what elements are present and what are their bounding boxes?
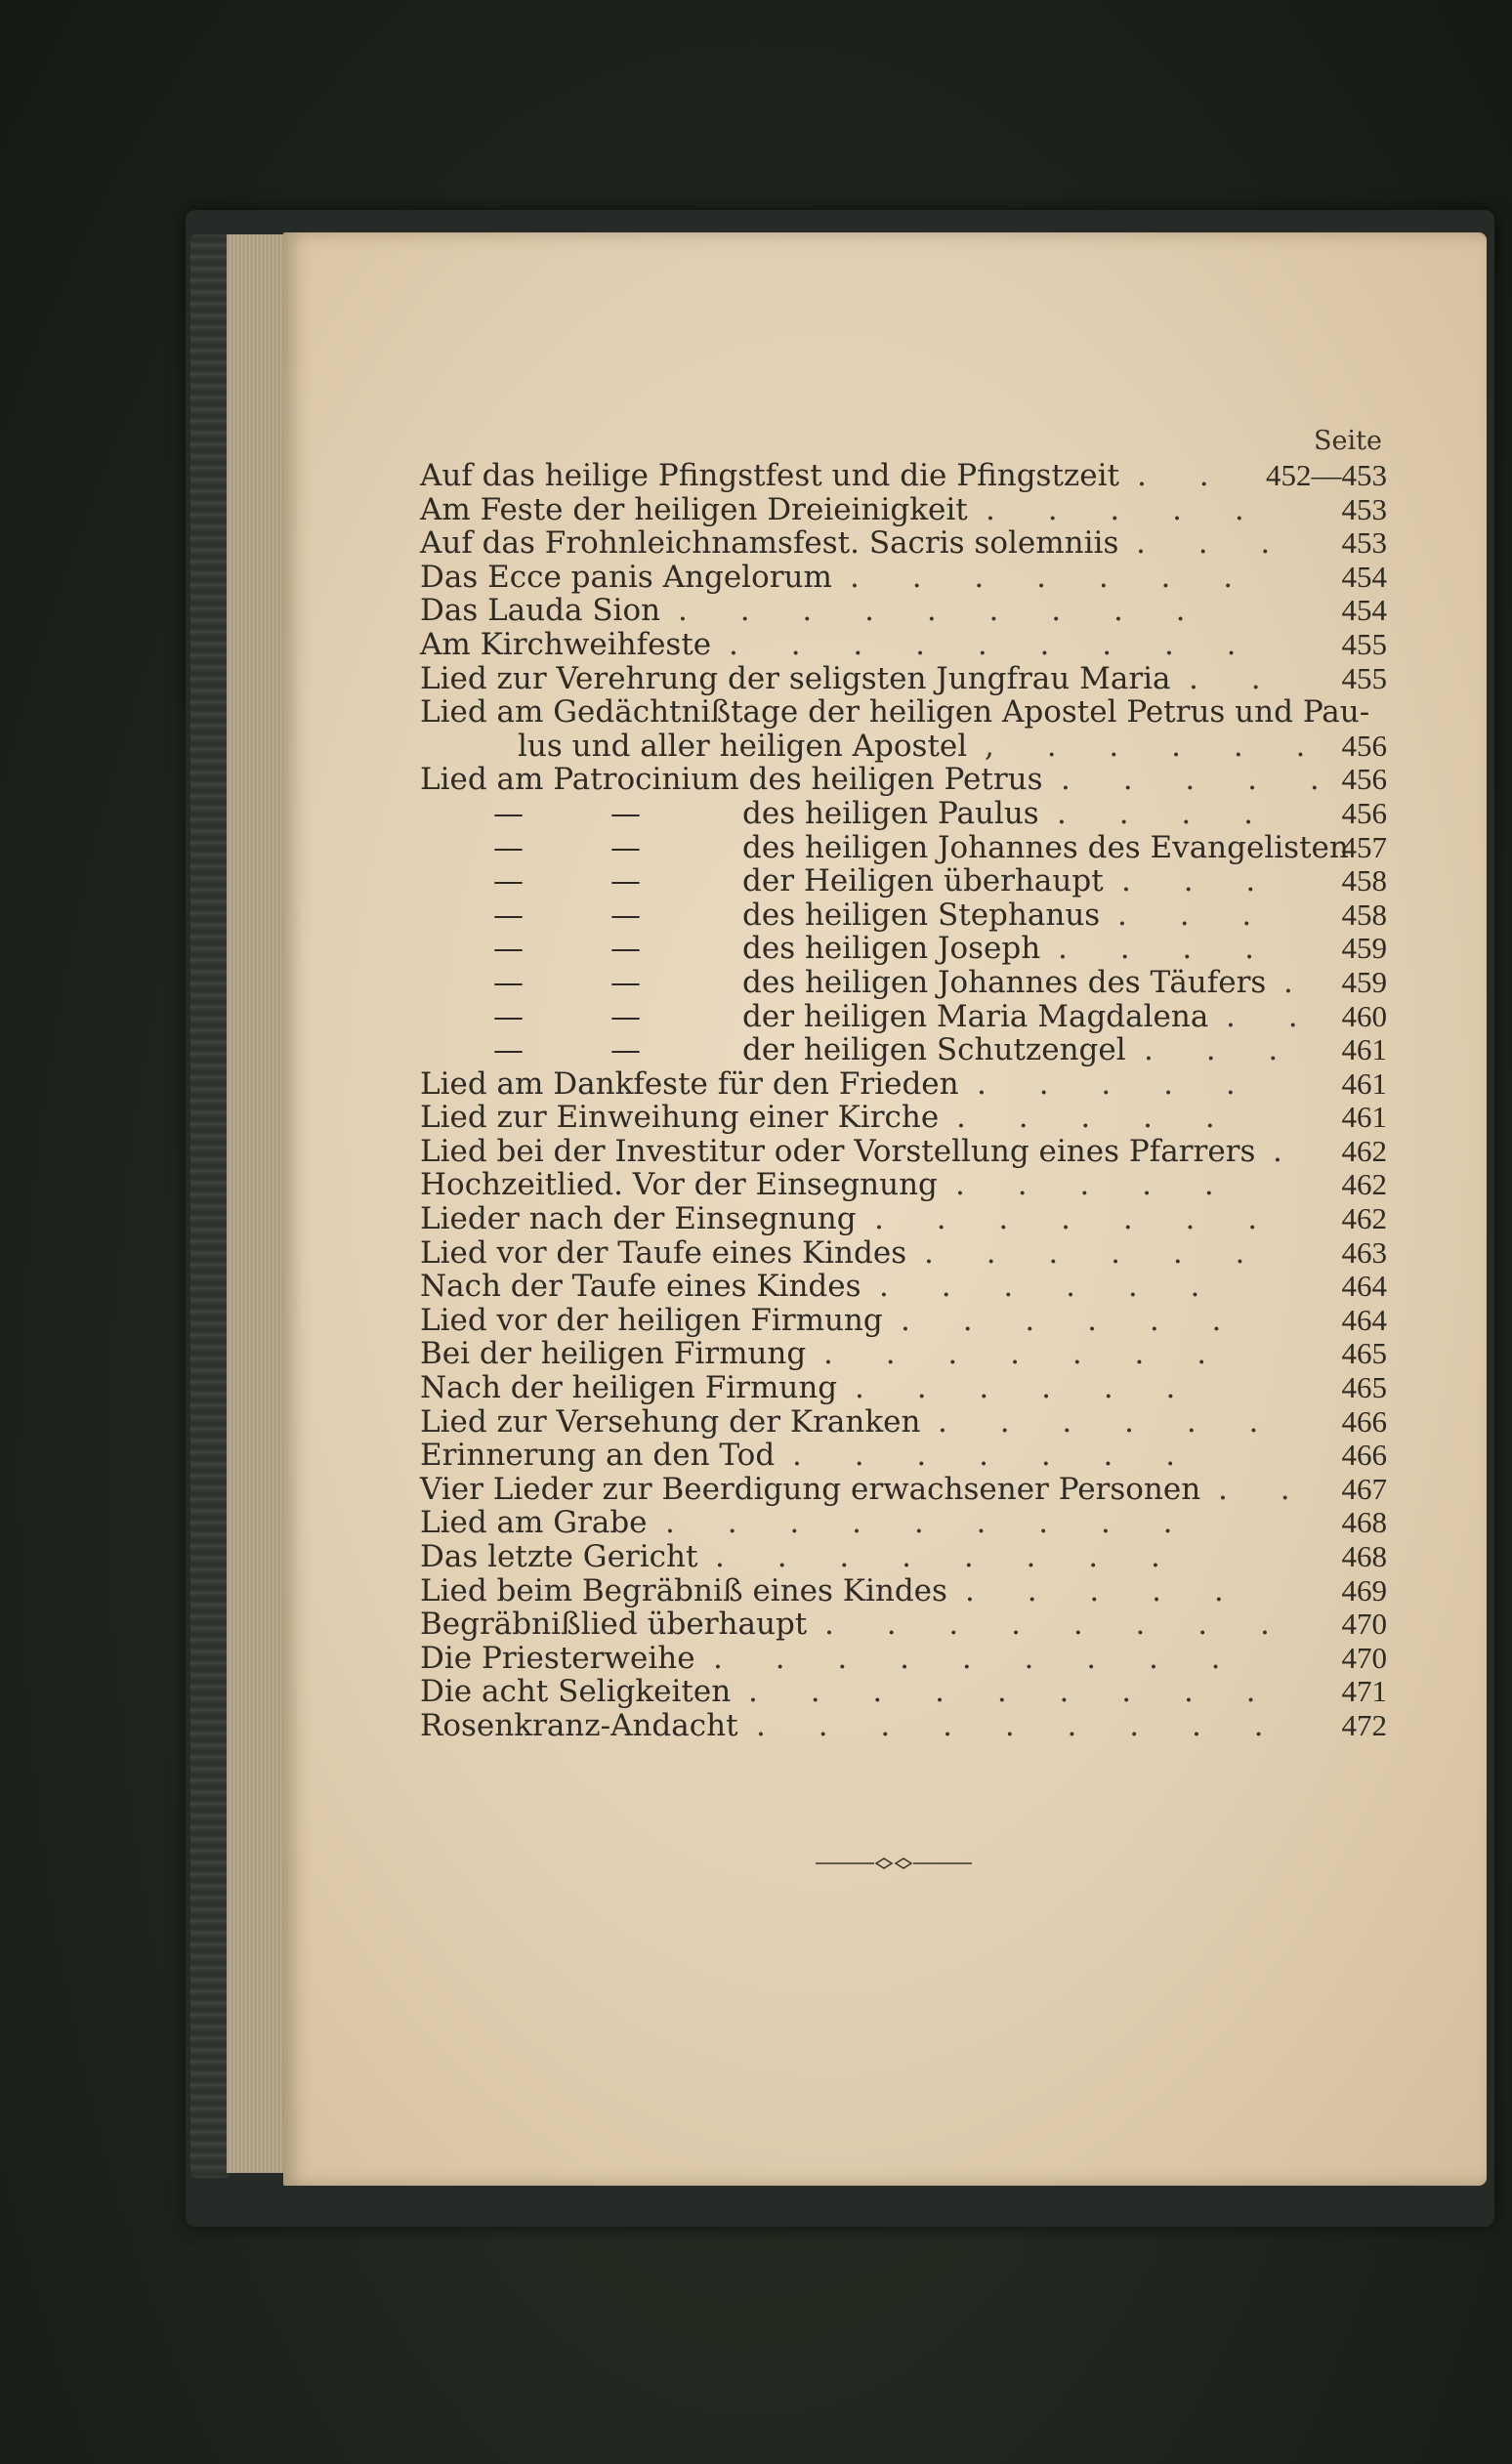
toc-row <box>420 1000 1387 1034</box>
leader-dots: . . . <box>1121 863 1278 899</box>
toc-row <box>420 459 1387 493</box>
toc-entry-title: Lied zur Verehrung der seligsten Jungfrau Maria <box>420 660 1171 696</box>
toc-page-number: 454 <box>1341 559 1387 594</box>
toc-entry-title: des heiligen Stephanus <box>742 897 1101 933</box>
toc-row <box>420 628 1387 662</box>
toc-entry-title: Vier Lieder zur Beerdigung erwachsener Personen <box>420 1471 1201 1507</box>
toc-entry-title: des heiligen Johannes des Evangelisten <box>742 829 1349 865</box>
toc-row <box>420 1608 1387 1642</box>
toc-row <box>420 1506 1387 1540</box>
toc-page-number: 462 <box>1341 1201 1387 1236</box>
column-header-seite: Seite <box>1314 426 1382 456</box>
toc-entry-title: des heiligen Joseph <box>742 931 1041 967</box>
toc-entry-title: Hochzeitlied. Vor der Einsegnung <box>420 1167 938 1203</box>
leader-dots: . . . . . . <box>938 1403 1281 1440</box>
toc-entry-title: Begräbnißlied überhaupt <box>420 1607 808 1643</box>
toc-row <box>420 898 1387 933</box>
toc-entry-title: Lied am Patrocinium des heiligen Petrus <box>420 762 1043 798</box>
toc-page-number: 461 <box>1341 1032 1387 1067</box>
toc-row <box>420 1202 1387 1236</box>
leader-dots: . . . . . . . <box>850 559 1255 595</box>
toc-entry-title: Lied am Grabe <box>420 1505 648 1541</box>
ditto-dash: — <box>610 1032 641 1068</box>
toc-page-number: 465 <box>1341 1370 1387 1405</box>
toc-row <box>420 1540 1387 1574</box>
toc-entry-title: Die acht Seligkeiten <box>420 1674 732 1710</box>
ditto-dash: — <box>493 1032 524 1068</box>
toc-row <box>420 1135 1387 1169</box>
toc-page-number: 468 <box>1341 1505 1387 1540</box>
toc-entry-title: Rosenkranz-Andacht <box>420 1707 738 1743</box>
toc-row <box>420 1101 1387 1135</box>
toc-row <box>420 594 1387 628</box>
toc-entry-title: Bei der heiligen Firmung <box>420 1336 807 1372</box>
leader-dots: . . . . . . . . <box>715 1539 1182 1574</box>
leader-dots: . . . . . . . . . <box>678 593 1207 629</box>
ditto-dash: — <box>610 964 641 1000</box>
page-stack-edge <box>227 234 285 2173</box>
toc-page-number: 458 <box>1341 897 1387 932</box>
leader-dots: . . . . . . . . . <box>748 1674 1278 1710</box>
ditto-dash: — <box>493 931 524 967</box>
toc-page-number: 469 <box>1341 1572 1387 1608</box>
ditto-dash: — <box>493 863 524 899</box>
toc-row <box>420 763 1387 797</box>
toc-row <box>420 1371 1387 1405</box>
toc-row <box>420 1439 1387 1473</box>
toc-entry-title: Am Feste der heiligen Dreieinigkeit <box>420 491 968 527</box>
toc-page-number: 462 <box>1341 1133 1387 1168</box>
toc-page-number: 456 <box>1341 762 1387 797</box>
toc-row <box>420 1304 1387 1338</box>
book-spine-edge <box>190 234 230 2178</box>
leader-dots: . . <box>1137 458 1231 493</box>
toc-page-number: 458 <box>1341 863 1387 898</box>
toc-page-number: 467 <box>1341 1471 1387 1506</box>
toc-page-number: 453 <box>1341 491 1387 526</box>
toc-row <box>420 695 1387 730</box>
toc-entry-title: Die Priesterweihe <box>420 1640 695 1676</box>
toc-entry-title: Erinnerung an den Tod <box>420 1438 776 1474</box>
leader-dots: . . . . . <box>965 1572 1245 1608</box>
toc-row <box>420 662 1387 696</box>
toc-page-number: 466 <box>1341 1438 1387 1473</box>
leader-dots: . . . . . <box>955 1167 1236 1203</box>
toc-page-number: 456 <box>1341 795 1387 830</box>
toc-page-number: 457 <box>1341 829 1387 864</box>
toc-row <box>420 493 1387 527</box>
toc-row <box>420 1236 1387 1271</box>
ditto-dash: — <box>610 829 641 865</box>
toc-row <box>420 1168 1387 1202</box>
leader-dots: . . . . . <box>977 1065 1257 1102</box>
toc-page-number: 472 <box>1341 1707 1387 1742</box>
toc-page-number: 455 <box>1341 626 1387 661</box>
toc-entry-title: Am Kirchweihfeste <box>420 626 712 662</box>
ditto-dash: — <box>610 897 641 933</box>
toc-page-number: 452—453 <box>1266 458 1387 492</box>
toc-page-number: 459 <box>1341 964 1387 999</box>
toc-page-number: 461 <box>1341 1065 1387 1101</box>
toc-row <box>420 526 1387 561</box>
toc-row <box>420 561 1387 595</box>
leader-dots: . . . . . . <box>855 1370 1197 1406</box>
leader-dots: . . <box>1189 660 1282 696</box>
toc-page-number: 460 <box>1341 998 1387 1033</box>
leader-dots: . . <box>1218 1471 1312 1507</box>
ditto-dash: — <box>610 863 641 899</box>
toc-row <box>420 831 1387 865</box>
toc-page-number: 468 <box>1341 1539 1387 1573</box>
toc-entry-title: Lied bei der Investitur oder Vorstellung eines Pfarrers <box>420 1133 1256 1169</box>
toc-row <box>420 1405 1387 1440</box>
toc-row <box>420 864 1387 898</box>
leader-dots: . . <box>1226 998 1320 1034</box>
toc-row <box>420 932 1387 966</box>
toc-page-number: 461 <box>1341 1100 1387 1135</box>
toc-page-number: 459 <box>1341 931 1387 966</box>
leader-dots: . . . . . . . . . <box>665 1505 1195 1541</box>
toc-page-number: 470 <box>1341 1607 1387 1642</box>
leader-dots: . . . . . . . <box>792 1438 1197 1474</box>
toc-entry-title: Auf das heilige Pfingstfest und die Pfingstzeit <box>420 458 1119 493</box>
toc-entry-title: Nach der heiligen Firmung <box>420 1370 838 1406</box>
toc-page-number: 464 <box>1341 1302 1387 1337</box>
toc-entry-title: Lied am Gedächtnißtage der heiligen Apostel Petrus und Pau- <box>420 694 1370 731</box>
toc-page-number: 456 <box>1341 728 1387 763</box>
toc-entry-title: der heiligen Maria Magdalena <box>742 998 1209 1034</box>
ditto-dash: — <box>493 998 524 1034</box>
leader-dots: . . . . <box>1057 795 1275 831</box>
toc-row <box>420 1033 1387 1067</box>
toc-entry-title: Das Ecce panis Angelorum <box>420 559 832 595</box>
toc-row <box>420 730 1387 764</box>
toc-page-number: 466 <box>1341 1403 1387 1439</box>
toc-row <box>420 797 1387 831</box>
table-of-contents <box>420 459 1387 1743</box>
leader-dots: . . . <box>1117 897 1274 933</box>
toc-entry-title: Lieder nach der Einsegnung <box>420 1201 857 1237</box>
toc-entry-title: des heiligen Paulus <box>742 795 1039 831</box>
toc-page-number: 471 <box>1341 1674 1387 1709</box>
leader-dots: . . . . . . . . . <box>713 1640 1242 1676</box>
leader-dots: . . . <box>1136 525 1292 562</box>
toc-entry-title: der heiligen Schutzengel <box>742 1032 1126 1068</box>
toc-page-number: 454 <box>1341 593 1387 628</box>
leader-dots: . . . . . . . <box>823 1336 1229 1372</box>
toc-entry-title: des heiligen Johannes des Täufers <box>742 964 1267 1000</box>
toc-entry-title: Lied beim Begräbniß eines Kindes <box>420 1572 947 1608</box>
ditto-dash: — <box>610 931 641 967</box>
toc-entry-title: Nach der Taufe eines Kindes <box>420 1269 861 1305</box>
toc-row <box>420 1574 1387 1608</box>
leader-dots: . . . . <box>1058 931 1276 967</box>
toc-row <box>420 1337 1387 1371</box>
leader-dots: . . . . . . . <box>874 1201 1280 1237</box>
toc-row <box>420 1709 1387 1743</box>
toc-entry-title: Lied vor der Taufe eines Kindes <box>420 1234 907 1271</box>
leader-dots: . . . . . . . . <box>824 1607 1291 1643</box>
leader-dots: . . . . . . . . . <box>756 1707 1285 1743</box>
toc-page-number: 462 <box>1341 1167 1387 1202</box>
toc-entry-title: lus und aller heiligen Apostel <box>518 728 968 764</box>
toc-row <box>420 1270 1387 1304</box>
leader-dots: . . . . . <box>956 1100 1237 1136</box>
toc-entry-title: Auf das Frohnleichnamsfest. Sacris solemniis <box>420 525 1119 562</box>
toc-page-number: 453 <box>1341 525 1387 561</box>
leader-dots: . <box>1283 964 1315 1000</box>
toc-page-number: 470 <box>1341 1640 1387 1675</box>
ditto-dash: — <box>493 795 524 831</box>
ditto-dash: — <box>493 829 524 865</box>
toc-page-number: 455 <box>1341 660 1387 695</box>
toc-entry-title: Lied am Dankfeste für den Frieden <box>420 1065 959 1102</box>
ditto-dash: — <box>610 998 641 1034</box>
leader-dots: . . . . . . <box>879 1269 1222 1305</box>
leader-dots: . . . . . <box>986 491 1266 527</box>
toc-row <box>420 1675 1387 1709</box>
toc-entry-title: Lied zur Versehung der Kranken <box>420 1403 921 1440</box>
toc-row <box>420 1067 1387 1102</box>
toc-page-number: 465 <box>1341 1336 1387 1371</box>
leader-dots: . . . . . . <box>901 1302 1243 1338</box>
toc-entry-title: Das letzte Gericht <box>420 1539 698 1574</box>
toc-entry-title: Lied vor der heiligen Firmung <box>420 1302 883 1338</box>
toc-row <box>420 966 1387 1000</box>
leader-dots: . . . . . <box>1061 762 1341 798</box>
toc-page-number: 463 <box>1341 1234 1387 1270</box>
leader-dots: . . . . . . . . . <box>729 626 1258 662</box>
toc-row <box>420 1642 1387 1676</box>
ornament-divider <box>816 1856 972 1871</box>
leader-dots: . . . . . . <box>924 1234 1267 1271</box>
ditto-dash: — <box>610 795 641 831</box>
toc-page-number: 464 <box>1341 1269 1387 1304</box>
toc-row <box>420 1473 1387 1507</box>
leader-dots: , . . . . . <box>985 728 1327 764</box>
ditto-dash: — <box>493 897 524 933</box>
toc-entry-title: der Heiligen überhaupt <box>742 863 1104 899</box>
toc-entry-title: Lied zur Einweihung einer Kirche <box>420 1100 940 1136</box>
leader-dots: . <box>1273 1133 1304 1169</box>
toc-entry-title: Das Lauda Sion <box>420 593 661 629</box>
ditto-dash: — <box>493 964 524 1000</box>
leader-dots: . . . <box>1144 1032 1300 1068</box>
